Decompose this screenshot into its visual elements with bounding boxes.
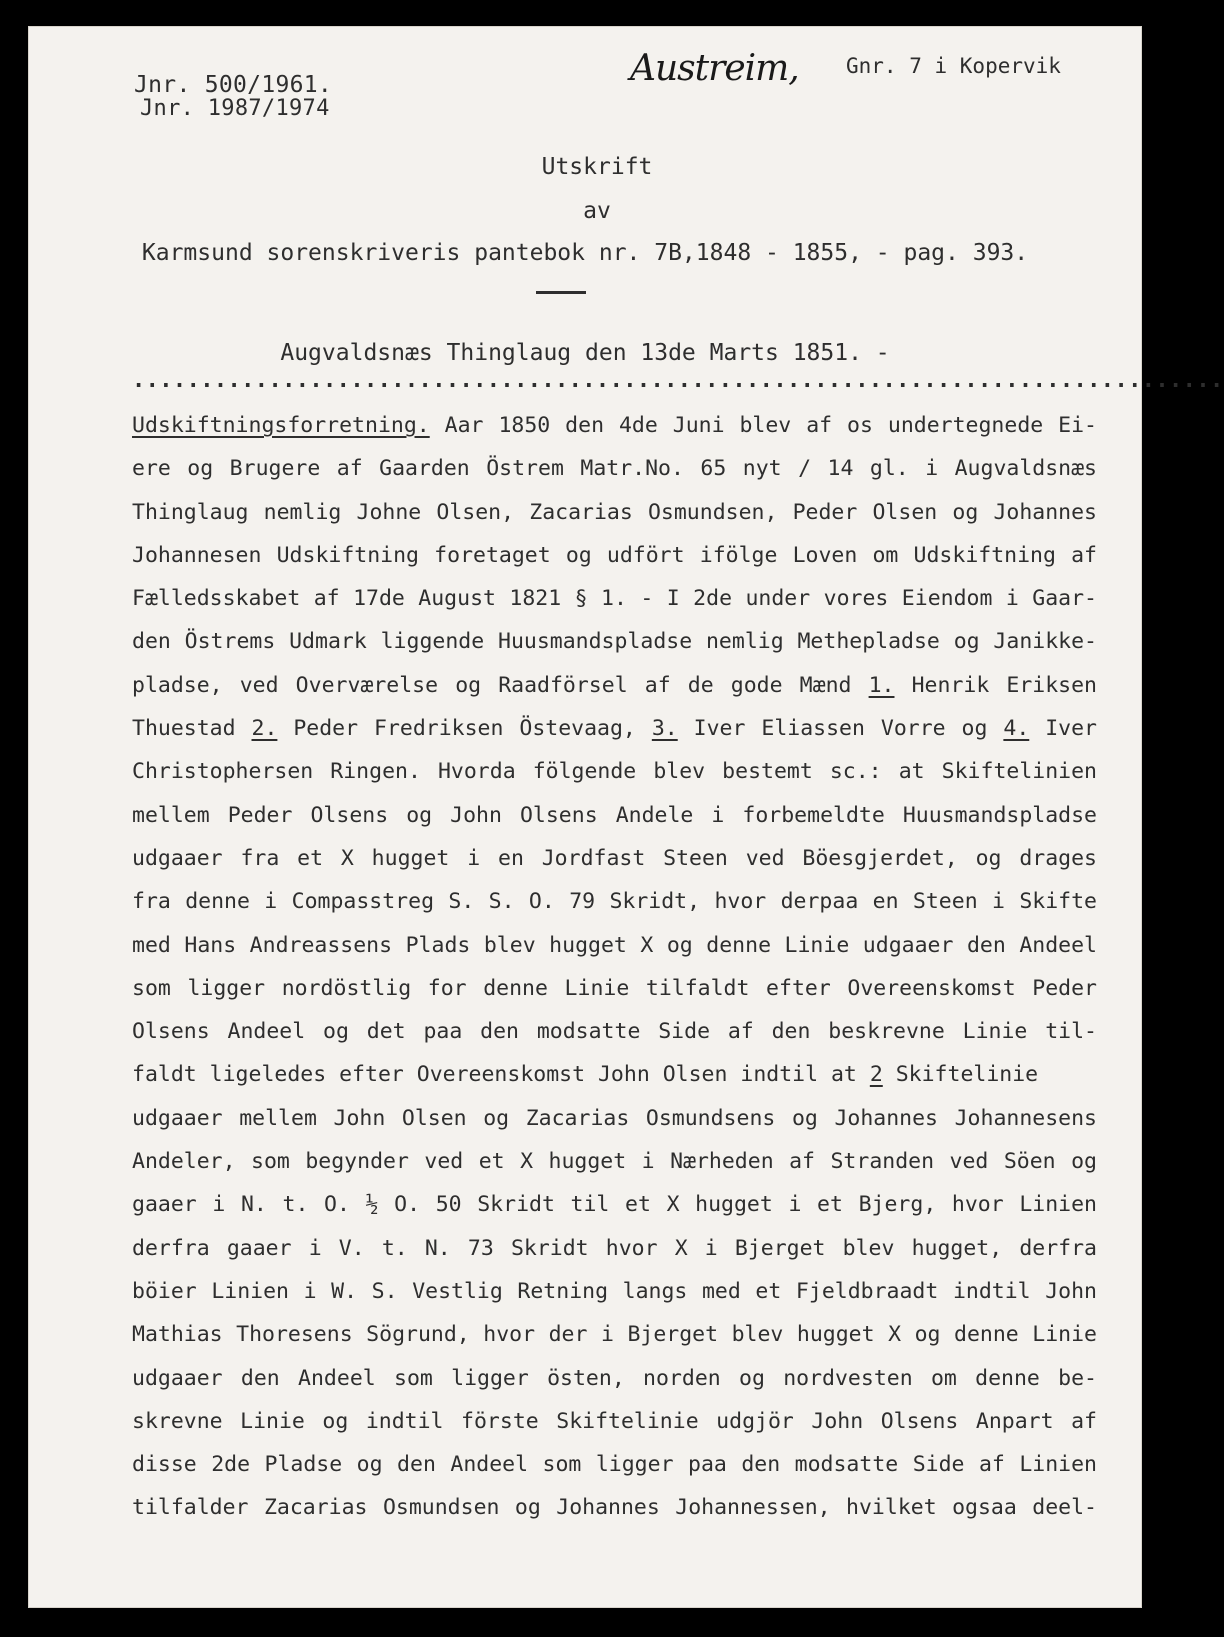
witness-number: 2. <box>251 716 278 742</box>
line-number: 2 <box>869 1062 883 1088</box>
body-line: Christophersen Ringen. Hvorda fölgende blev bestemt sc.: at Skiftelinien <box>132 759 1097 785</box>
body-line: Mathias Thoresens Sögrund, hvor der i Bjerget blev hugget X og denne Linie <box>132 1322 1097 1348</box>
body-line: Fælledsskabet af 17de August 1821 § 1. - I 2de under vores Eiendom i Gaar- <box>132 586 1097 612</box>
document-page <box>28 26 1224 1608</box>
body-line: mellem Peder Olsens og John Olsens Andele i forbemeldte Huusmandspladse <box>132 802 1097 828</box>
body-line: udgaaer fra et X hugget i en Jordfast Steen ved Böesgjerdet, og drages <box>132 845 1097 871</box>
body-line: udgaaer den Andeel som ligger östen, norden og nordvesten om denne be- <box>132 1365 1097 1391</box>
body-line: ere og Brugere af Gaarden Östrem Matr.No. 65 nyt / 14 gl. i Augvaldsnæs <box>132 456 1097 482</box>
body-line: udgaaer mellem John Olsen og Zacarias Osmundsens og Johannes Johannesens <box>132 1105 1097 1131</box>
body-line: Johannesen Udskiftning foretaget og udfört ifölge Loven om Udskiftning af <box>132 542 1097 568</box>
body-line: fra denne i Compasstreg S. S. O. 79 Skridt, hvor derpaa en Steen i Skifte <box>132 889 1097 915</box>
title-av: av <box>583 198 611 224</box>
journal-number-1974: Jnr. 1987/1974 <box>140 96 330 121</box>
title-source: Karmsund sorenskriveris pantebok nr. 7B,1848 - 1855, - pag. 393. <box>141 240 1029 266</box>
body-line: som ligger nordöstlig for denne Linie tilfaldt efter Overeenskomst Peder <box>132 975 1097 1001</box>
witness-number: 4. <box>1003 716 1030 742</box>
title-utskrift: Utskrift <box>541 154 653 180</box>
body-line: derfra gaaer i V. t. N. 73 Skridt hvor X i Bjerget blev hugget, derfra <box>132 1235 1097 1261</box>
session-heading: Augvaldsnæs Thinglaug den 13de Marts 1851. - <box>280 340 890 366</box>
body-line: gaaer i N. t. O. ½ O. 50 Skridt til et X hugget i et Bjerg, hvor Linien <box>132 1192 1097 1218</box>
body-line: med Hans Andreassens Plads blev hugget X og denne Linie udgaaer den Andeel <box>132 932 1097 958</box>
body-line: disse 2de Pladse og den Andeel som ligger paa den modsatte Side af Linien <box>132 1452 1097 1478</box>
document-body <box>132 404 1097 1530</box>
section-heading: Udskiftningsforretning. <box>132 413 430 438</box>
body-line: böier Linien i W. S. Vestlig Retning langs med et Fjeldbraadt indtil John <box>132 1278 1097 1304</box>
body-line: Thinglaug nemlig Johne Olsen, Zacarias Osmundsen, Peder Olsen og Johannes <box>132 499 1097 525</box>
body-line: faldt ligeledes efter Overeenskomst John Olsen indtil at 2 Skiftelinie <box>132 1062 1039 1088</box>
divider-rule <box>536 291 586 294</box>
body-line: Olsens Andeel og det paa den modsatte Side af den beskrevne Linie til- <box>132 1019 1097 1045</box>
body-line: Andeler, som begynder ved et X hugget i Nærheden af Stranden ved Söen og <box>132 1149 1097 1175</box>
journal-number-1961: Jnr. 500/1961. <box>134 72 333 98</box>
handwritten-signature: Austreim, <box>630 48 799 89</box>
body-line: pladse, ved Overværelse og Raadförsel af de gode Mænd 1. Henrik Eriksen <box>132 672 1098 698</box>
body-line: Thuestad 2. Peder Fredriksen Östevaag, 3. Iver Eliassen Vorre og 4. Iver <box>132 716 1097 742</box>
body-line: den Östrems Udmark liggende Huusmandspladse nemlig Methepladse og Janikke- <box>132 629 1097 655</box>
body-line: tilfalder Zacarias Osmundsen og Johannes Johannessen, hvilket ogsaa deel- <box>132 1495 1097 1521</box>
farm-number: Gnr. 7 i Kopervik <box>846 54 1061 78</box>
body-line: skrevne Linie og indtil förste Skiftelinie udgjör John Olsens Anpart af <box>132 1408 1097 1434</box>
witness-number: 1. <box>868 672 895 698</box>
body-line: Udskiftningsforretning. Aar 1850 den 4de Juni blev af os undertegnede Ei- <box>132 413 1097 438</box>
dotted-separator: ................................................................................ <box>132 368 1224 393</box>
witness-number: 3. <box>651 716 678 742</box>
